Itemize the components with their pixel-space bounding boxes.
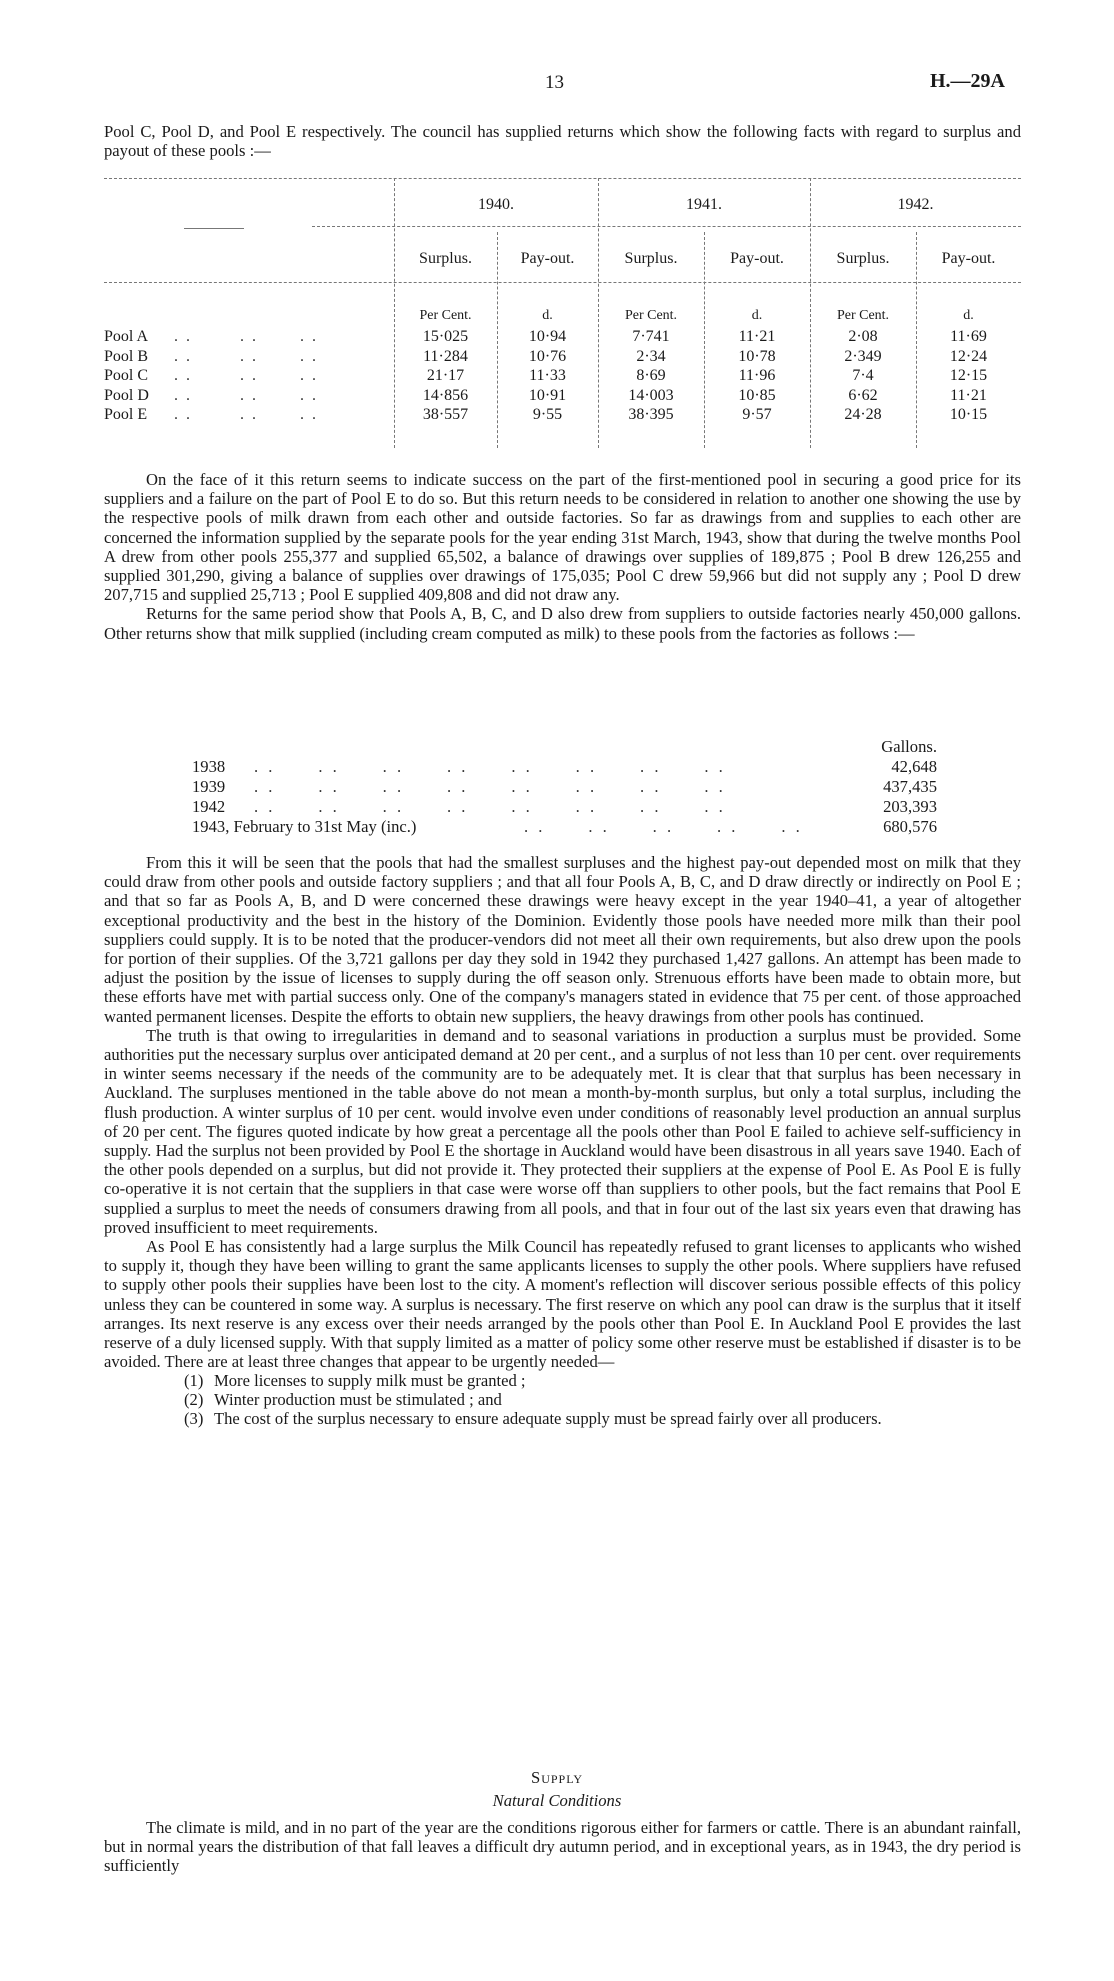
list-item xyxy=(104,1409,1021,1428)
table-cell: 7·4 xyxy=(852,367,874,384)
column-heading: Pay-out. xyxy=(941,250,996,267)
leader-dots: . . . . . . xyxy=(174,328,318,345)
table-cell: 12·24 xyxy=(949,347,988,365)
body-paragraphs xyxy=(104,470,1021,643)
column-heading: Surplus. xyxy=(419,250,472,267)
leader-dots: . . . . . . xyxy=(174,367,318,384)
table-cell: 10·85 xyxy=(738,386,776,404)
leader-dots: . . . . . . xyxy=(174,386,318,404)
year-heading: 1940. xyxy=(478,196,514,213)
numbered-list xyxy=(104,1371,1021,1429)
table-cell: 11·96 xyxy=(738,367,776,384)
table-cell: 9·55 xyxy=(532,406,563,423)
paragraph: On the face of it this return seems to indicate success on the part of the first-mentioned pool in securing a good price for its suppliers and a failure on the part of Pool E to do so. But this return needs to be considered in relation to another one showing the use by the respective pools of milk drawn from each other and outside factories. So far as drawings from and supplies to each other are concerned the information supplied by the separate pools for the year ending 31st March, 1943, show that during the twelve months Pool A drew from other pools 255,377 and supplied 65,502, a balance of drawings over supplies of 189,875 ; Pool B drew 126,255 and supplied 301,290, giving a balance of supplies over drawings of 175,035; Pool C drew 59,966 but did not supply any ; Pool D drew 207,715 and supplied 25,713 ; Pool E supplied 409,808 and did not draw any. xyxy=(104,470,1021,605)
list-text: The cost of the surplus necessary to ensure adequate supply must be spread fairly over all producers. xyxy=(214,1409,882,1429)
section-heading: Supply xyxy=(530,1768,584,1787)
table-cell: 14·856 xyxy=(422,386,469,404)
table-cell: 6·62 xyxy=(848,386,878,404)
table-cell: 10·15 xyxy=(949,406,988,423)
table-cell: 10·78 xyxy=(738,347,776,365)
stub-rule xyxy=(184,228,244,229)
table-top-rule xyxy=(104,178,1021,179)
list-number: (3) xyxy=(184,1409,204,1429)
intro-paragraph: Pool C, Pool D, and Pool E respectively. The council has supplied returns which show the following facts with regard to surplus and payout of these pools :— xyxy=(104,122,1021,161)
list-number: (2) xyxy=(184,1390,204,1410)
unit-label: d. xyxy=(963,308,974,323)
gallons-year: 1938 xyxy=(192,757,226,776)
row-label: Pool E xyxy=(104,406,148,423)
table-cell: 24·28 xyxy=(844,406,882,423)
leader-dots: . . . . . . . . . . xyxy=(524,817,803,836)
table-cell: 2·08 xyxy=(848,328,878,345)
gallons-value: 203,393 xyxy=(883,797,937,816)
year-heading: 1941. xyxy=(686,196,722,213)
leader-dots: . . . . . . . . . . . . . . . . xyxy=(254,797,726,816)
paragraph: Returns for the same period show that Pools A, B, C, and D also drew from suppliers to outside factories nearly 450,000 gallons. Other returns show that milk supplied (including cream computed as milk) to these pools from the factories as follows :— xyxy=(104,604,1021,643)
paragraph: The truth is that owing to irregularities in demand and to seasonal variations in production a surplus must be provided. Some authorities put the necessary surplus over anticipated demand at 20 per cent., and a surplus of not less than 10 per cent. over requirements in winter seems necessary if the needs of the community are to be adequately met. It is clear that that surplus has been necessary in Auckland. The surpluses mentioned in the table above do not mean a month-by-month surplus, but only a total surplus, including the flush production. A winter surplus of 10 per cent. would involve even under conditions of reasonably level production an annual surplus of 20 per cent. The figures quoted indicate by how great a percentage all the pools other than Pool E failed to achieve self-sufficiency in supply. Had the surplus not been provided by Pool E the shortage in Auckland would have been disastrous in all years save 1940. Each of the other pools depended on a surplus, but did not provide it. They protected their suppliers at the expense of Pool E. As Pool E is fully co-operative it is not certain that the suppliers in that case were worse off than suppliers to other pools, but the fact remains that Pool E supplied a surplus to meet the needs of consumers drawing from all pools, and that in four out of the last six years even that drawing has proved insufficient to meet requirements. xyxy=(104,1025,1021,1237)
unit-label: d. xyxy=(542,308,553,323)
table-cell: 21·17 xyxy=(426,367,465,384)
list-number: (1) xyxy=(184,1371,204,1390)
row-label: Pool C xyxy=(104,367,149,384)
gallons-year: 1939 xyxy=(192,777,226,796)
header-bottom-rule xyxy=(104,282,1021,283)
table-cell: 14·003 xyxy=(628,386,674,404)
table-cell: 7·741 xyxy=(632,328,670,345)
table-cell: 9·57 xyxy=(742,406,772,423)
table-cell: 11·284 xyxy=(423,347,468,365)
column-heading: Pay-out. xyxy=(730,250,784,267)
table-cell: 11·33 xyxy=(529,367,566,384)
table-cell: 2·349 xyxy=(844,347,882,365)
table-cell: 38·557 xyxy=(422,406,469,423)
leader-dots: . . . . . . xyxy=(174,347,318,365)
year-rule xyxy=(312,226,1021,227)
leader-dots: . . . . . . . . . . . . . . . . xyxy=(254,757,726,776)
unit-label: Per Cent. xyxy=(624,308,678,323)
body-paragraphs xyxy=(104,853,1021,1371)
paragraph: The climate is mild, and in no part of the year are the conditions rigorous either for farmers or cattle. There is an abundant rainfall, but in normal years the distribution of that fall leaves a difficult dry autumn period, and in exceptional years, as in 1943, the dry period is sufficiently xyxy=(104,1818,1021,1876)
table-cell: 10·76 xyxy=(528,347,567,365)
gallons-value: 680,576 xyxy=(883,817,937,836)
gallons-table xyxy=(104,737,1021,849)
surplus-payout-table xyxy=(104,178,1021,458)
row-label: Pool A xyxy=(104,328,149,345)
leader-dots: . . . . . . . . . . . . . . . . xyxy=(254,777,726,796)
column-heading: Pay-out. xyxy=(520,250,575,267)
list-text: More licenses to supply milk must be granted ; xyxy=(214,1371,526,1390)
unit-label: Per Cent. xyxy=(836,308,890,323)
table-cell: 11·21 xyxy=(738,328,776,345)
unit-label: d. xyxy=(751,308,763,323)
gallons-value: 42,648 xyxy=(891,757,937,776)
list-text: Winter production must be stimulated ; and xyxy=(214,1390,502,1410)
subsection-heading: Natural Conditions xyxy=(492,1791,622,1810)
leader-dots: . . . . . . xyxy=(174,406,318,423)
paragraph: From this it will be seen that the pools that had the smallest surpluses and the highest pay-out depended most on milk that they could draw from other pools and outside factory suppliers ; and that all four Pools A, B, C, and D draw directly or indirectly on Pool E ; and that so far as Pools A, B, and D were concerned these drawings were heavy except in the year 1940–41, a year of altogether exceptional productivity and the best in the history of the Dominion. Evidently those pools have needed more milk than their pool suppliers could supply. It is to be noted that the producer-vendors did not meet all their own requirements, but also drew upon the pools for portion of their supplies. Of the 3,721 gallons per day they sold in 1942 they purchased 1,427 gallons. An attempt has been made to adjust the position by the issue of licenses to supply during the off season only. Strenuous efforts have been made to obtain more, but these efforts have met with partial success only. One of the company's managers stated in evidence that 75 per cent. of those approached wanted permanent licenses. Despite the efforts to obtain new suppliers, the heavy drawings from other pools has continued. xyxy=(104,853,1021,1026)
gallons-value: 437,435 xyxy=(883,777,937,796)
table-cell: 11·21 xyxy=(950,386,987,404)
column-heading: Surplus. xyxy=(836,250,890,267)
gallons-heading: Gallons. xyxy=(881,737,937,756)
year-heading: 1942. xyxy=(897,196,934,213)
unit-label: Per Cent. xyxy=(419,308,472,323)
table-cell: 8·69 xyxy=(636,367,666,384)
gallons-year: 1943, February to 31st May (inc.) xyxy=(192,817,417,836)
paragraph: As Pool E has consistently had a large surplus the Milk Council has repeatedly refused to grant licenses to applicants who wished to supply it, though they have been willing to grant the same applicants licenses to supply the other pools. Where suppliers have refused to supply other pools their supplies have been lost to the city. A moment's reflection will discover serious possible effects of this policy unless they can be countered in some way. A surplus is necessary. The first reserve on which any pool can draw is the surplus that it itself arranges. Its next reserve is any excess over their needs arranged by the pools other than Pool E. In Auckland Pool E provides the last reserve of a duly licensed supply. With that supply limited as a matter of policy some other reserve must be established if disaster is to be avoided. There are at least three changes that appear to be urgently needed— xyxy=(104,1237,1021,1372)
gallons-year: 1942 xyxy=(192,797,226,816)
table-cell: 38·395 xyxy=(628,406,674,423)
table-cell: 10·91 xyxy=(528,386,567,404)
row-label: Pool D xyxy=(104,386,149,404)
document-reference: H.—29A xyxy=(930,70,1005,92)
table-cell: 2·34 xyxy=(636,347,666,365)
row-label: Pool B xyxy=(104,347,149,365)
list-item xyxy=(104,1390,1021,1409)
page-number: 13 xyxy=(545,72,564,93)
table-cell: 12·15 xyxy=(949,367,988,384)
table-cell: 15·025 xyxy=(422,328,469,345)
table-cell: 10·94 xyxy=(528,328,567,345)
table-cell: 11·69 xyxy=(950,328,987,345)
list-item xyxy=(104,1371,1021,1390)
column-heading: Surplus. xyxy=(624,250,678,267)
body-paragraphs xyxy=(104,1818,1021,1876)
